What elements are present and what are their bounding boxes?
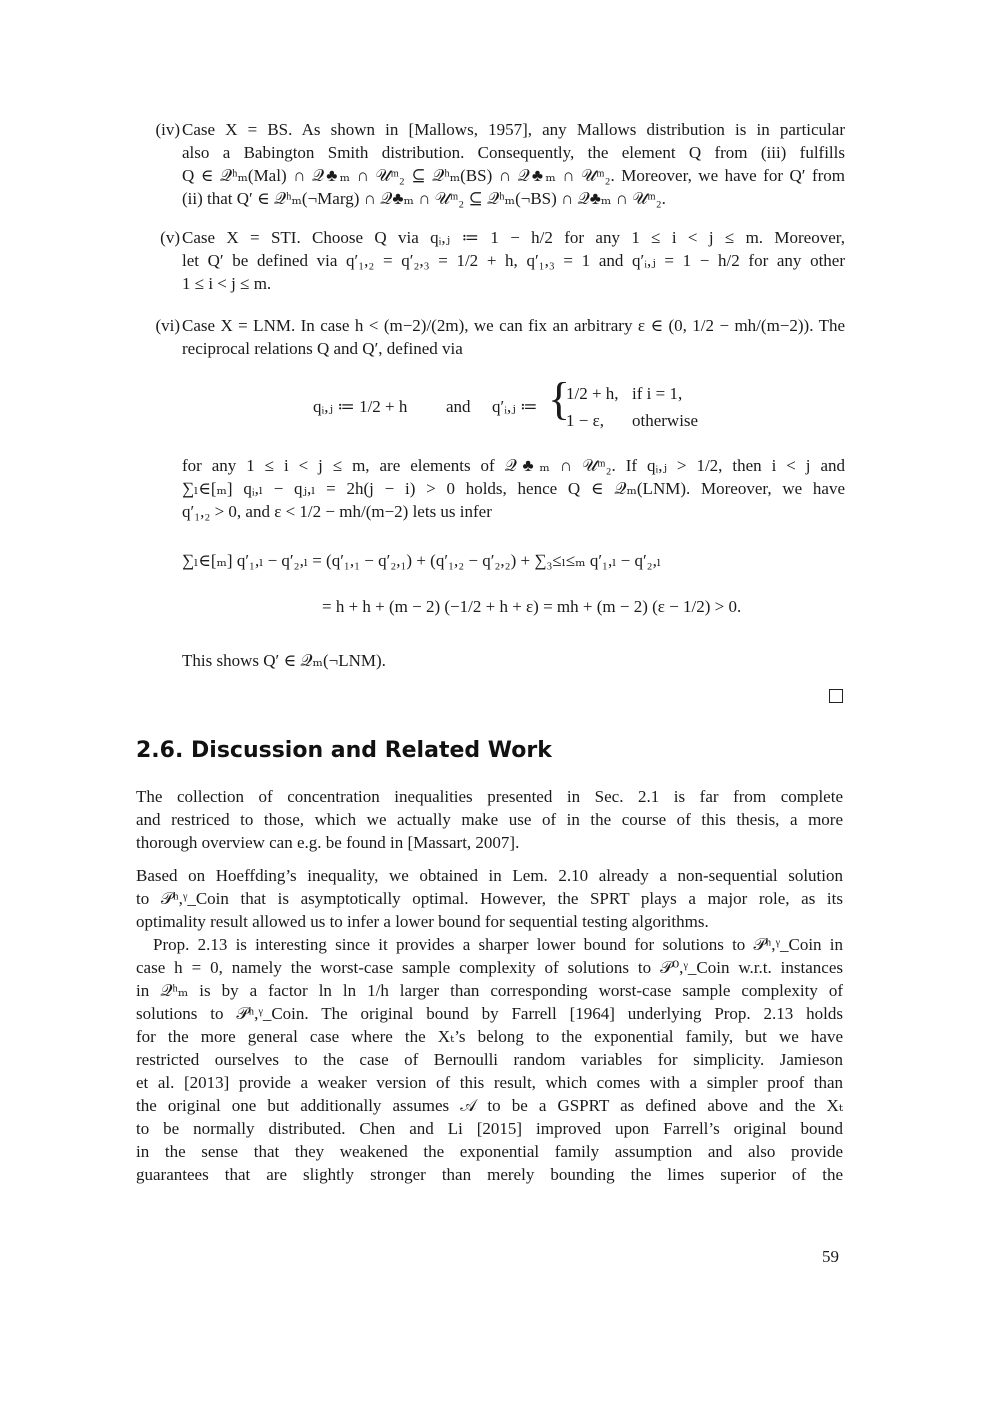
case-v-item: [138, 226, 845, 298]
case-vi-cont-line-3: q′₁,₂ > 0, and ε < 1/2 − mh/(m−2) lets us infer: [182, 502, 492, 521]
paragraph-3-line-11: guarantees that are slightly stronger than merely bounding the limes superior of the: [136, 1165, 843, 1184]
paragraph-3-line-2: case h = 0, namely the worst-case sample complexity of solutions to 𝒫⁰,ᵞ_Coin w.r.t. instances: [136, 958, 843, 977]
section-number: 2.6.: [136, 738, 184, 763]
case-vi-item: [138, 314, 845, 364]
paragraph-2: [136, 864, 843, 933]
case-vi-continued: [182, 454, 845, 523]
qed-box: [829, 689, 843, 703]
paragraph-3-line-1: Prop. 2.13 is interesting since it provides a sharper lower bound for solutions to 𝒫ʰ,ᵞ_Coin in: [153, 935, 843, 954]
conclusion-line: [182, 649, 845, 672]
item-number: (v): [160, 228, 180, 247]
equation-sum-line-2: = h + h + (m − 2) (−1/2 + h + ε) = mh + (m − 2) (ε − 1/2) > 0.: [322, 597, 742, 616]
case-vi-cont-line-1: for any 1 ≤ i < j ≤ m, are elements of 𝒬♣ₘ ∩ 𝒰ᵐ₂. If qᵢ,ⱼ > 1/2, then i < j and: [182, 456, 845, 475]
paragraph-2-line-3: optimality result allowed us to infer a lower bound for sequential testing algorithms.: [136, 912, 709, 931]
paragraph-1: [136, 785, 843, 854]
case-vi-line-2: reciprocal relations Q and Q′, defined via: [182, 339, 463, 358]
conclusion-text: This shows Q′ ∈ 𝒬ₘ(¬LNM).: [182, 651, 386, 670]
case-v-line-2: let Q′ be defined via q′₁,₂ = q′₂,₃ = 1/2 + h, q′₁,₃ = 1 and q′ᵢ,ⱼ = 1 − h/2 for any other: [182, 251, 845, 270]
case-vi-line-1: Case X = LNM. In case h < (m−2)/(2m), we can fix an arbitrary ε ∈ (0, 1/2 − mh/(m−2)). The: [182, 316, 845, 335]
case-1-value: 1/2 + h,: [566, 384, 619, 403]
case-1-condition: if i = 1,: [632, 384, 683, 403]
case-v-line-1: Case X = STI. Choose Q via qᵢ,ⱼ ≔ 1 − h/2 for any 1 ≤ i < j ≤ m. Moreover,: [182, 228, 845, 247]
page-number: 59: [822, 1247, 839, 1266]
case-2-value: 1 − ε,: [566, 411, 604, 430]
case-iv-line-3: Q ∈ 𝒬ʰₘ(Mal) ∩ 𝒬♣ₘ ∩ 𝒰ᵐ₂ ⊆ 𝒬ʰₘ(BS) ∩ 𝒬♣ₘ ∩ 𝒰ᵐ₂. Moreover, we have for Q′ from: [182, 166, 845, 185]
paragraph-3-line-6: restricted ourselves to the case of Bernoulli random variables for simplicity. Jamieson: [136, 1050, 843, 1069]
paragraph-3-line-3: in 𝒬ʰₘ is by a factor ln ln 1/h larger than corresponding worst-case sample complexity of: [136, 981, 843, 1000]
paragraph-3-line-9: to be normally distributed. Chen and Li [2015] improved upon Farrell’s original bound: [136, 1119, 843, 1138]
case-v-body: [182, 226, 845, 295]
section-heading: [136, 738, 552, 763]
paragraph-3-line-8: the original one but additionally assumes 𝒜 to be a GSPRT as defined above and the Xₜ: [136, 1096, 843, 1115]
case-iv-line-2: also a Babington Smith distribution. Consequently, the element Q from (iii) fulfills: [182, 143, 845, 162]
section-title-text: Discussion and Related Work: [191, 738, 552, 763]
paragraph-3-line-10: in the sense that they weakened the exponential family assumption and also provide: [136, 1142, 843, 1161]
paragraph-2-line-2: to 𝒫ʰ,ᵞ_Coin that is asymptotically optimal. However, the SPRT plays a major role, as its: [136, 889, 843, 908]
paragraph-3-line-5: for the more general case where the Xₜ’s belong to the exponential family, but we have: [136, 1027, 843, 1046]
case-v-line-3: 1 ≤ i < j ≤ m.: [182, 274, 272, 293]
paragraph-1-line-1: The collection of concentration inequalities presented in Sec. 2.1 is far from complete: [136, 787, 843, 806]
paragraph-3: [136, 933, 843, 1186]
paragraph-2-line-1: Based on Hoeffding’s inequality, we obtained in Lem. 2.10 already a non-sequential solution: [136, 866, 843, 885]
case-iv-line-1: Case X = BS. As shown in [Mallows, 1957], any Mallows distribution is in particular: [182, 120, 845, 139]
paragraph-1-line-3: thorough overview can e.g. be found in [Massart, 2007].: [136, 833, 520, 852]
case-iv-body: [182, 118, 845, 210]
equation-q-left: qᵢ,ⱼ ≔ 1/2 + h: [313, 397, 408, 416]
equation-q-prime: q′ᵢ,ⱼ ≔: [492, 397, 538, 416]
case-vi-body: [182, 314, 845, 360]
case-iv-item: [138, 118, 845, 213]
equation-and: and: [446, 397, 471, 416]
cases-brace: {: [548, 373, 571, 424]
paragraph-3-line-7: et al. [2013] provide a weaker version of this result, which comes with a simpler proof than: [136, 1073, 843, 1092]
equation-sum-line-1: ∑ₗ∈[ₘ] q′₁,ₗ − q′₂,ₗ = (q′₁,₁ − q′₂,₁) + (q′₁,₂ − q′₂,₂) + ∑₃≤ₗ≤ₘ q′₁,ₗ − q′₂,ₗ: [182, 551, 661, 570]
case-vi-cont-line-2: ∑ₗ∈[ₘ] qᵢ,ₗ − qⱼ,ₗ = 2h(j − i) > 0 holds, hence Q ∈ 𝒬ₘ(LNM). Moreover, we have: [182, 479, 845, 498]
paragraph-1-line-2: and restriced to those, which we actually make use of in the course of this thesis, a more: [136, 810, 843, 829]
item-number: (vi): [155, 316, 180, 335]
item-number: (iv): [155, 120, 180, 139]
paragraph-3-line-4: solutions to 𝒫ʰ,ᵞ_Coin. The original bound by Farrell [1964] underlying Prop. 2.13 holds: [136, 1004, 843, 1023]
case-2-condition: otherwise: [632, 411, 699, 430]
case-iv-line-4: (ii) that Q′ ∈ 𝒬ʰₘ(¬Marg) ∩ 𝒬♣ₘ ∩ 𝒰ᵐ₂ ⊆ 𝒬ʰₘ(¬BS) ∩ 𝒬♣ₘ ∩ 𝒰ᵐ₂.: [182, 189, 666, 208]
